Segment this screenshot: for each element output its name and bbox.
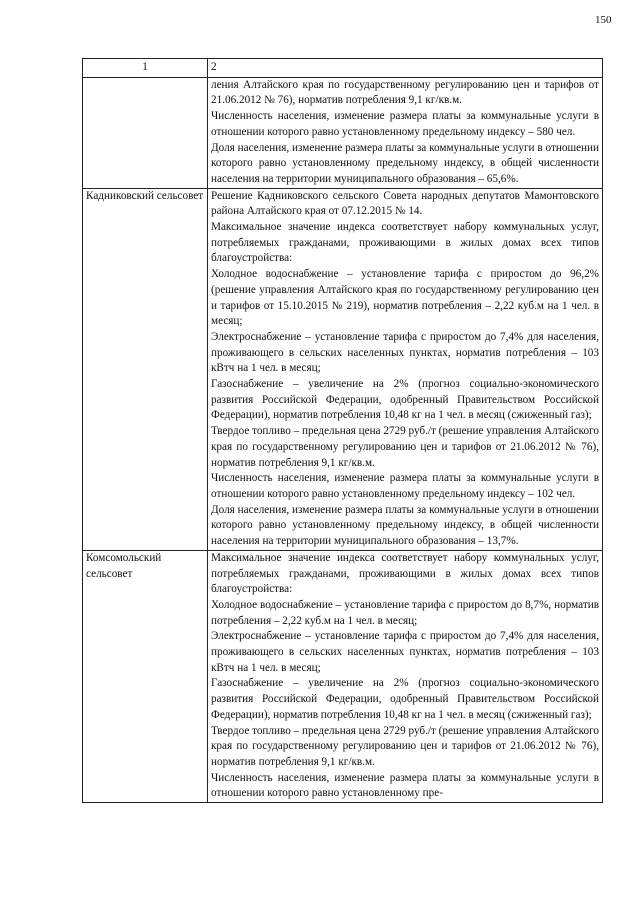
page-number: 150 <box>595 14 612 26</box>
paragraph: Решение Кадниковского сельского Совета народных депутатов Мамонтовского района Алтайского края от 07.12.2015 № 14. <box>211 189 599 218</box>
row-content <box>208 188 603 550</box>
municipality-name <box>83 77 208 188</box>
paragraph: Газоснабжение – увеличение на 2% (прогноз социально-экономического развития Российской Федерации, одобренный Правительством Российской Федерации), норматив потребления 10,48 кг на 1 чел. в месяц (сжиженный газ); <box>211 677 599 721</box>
table-row <box>83 550 603 802</box>
paragraph: Твердое топливо – предельная цена 2729 руб./т (решение управления Алтайского края по государственному регулированию цен и тарифов от 21.06.2012 № 76), норматив потребления 9,1 кг/кв.м. <box>211 724 599 768</box>
municipality-name: Кадниковский сельсовет <box>83 188 208 550</box>
paragraph: Доля населения, изменение размера платы за коммунальные услуги в отношении которого равно установленному предельному индексу, в общей численности населения на территории муниципального образования – 65,6%. <box>211 141 599 185</box>
paragraph: Численность населения, изменение размера платы за коммунальные услуги в отношении которого равно установленному предельному индексу – 580 чел. <box>211 110 599 138</box>
paragraph: Твердое топливо – предельная цена 2729 руб./т (решение управления Алтайского края по государственному регулированию цен и тарифов от 21.06.2012 № 76), норматив потребления 9,1 кг/кв.м. <box>211 425 599 469</box>
table-header-row <box>83 59 603 78</box>
paragraph: Численность населения, изменение размера платы за коммунальные услуги в отношении которого равно установленному предельному индексу – 102 чел. <box>211 472 599 500</box>
paragraph: Электроснабжение – установление тарифа с приростом до 7,4% для населения, проживающего в сельских населенных пунктах, норматив потребления – 103 кВтч на 1 чел. в месяц; <box>211 630 599 674</box>
paragraph: Холодное водоснабжение – установление тарифа с приростом до 8,7%, норматив потребления – 2,22 куб.м на 1 чел. в месяц; <box>211 598 599 627</box>
paragraph: Доля населения, изменение размера платы за коммунальные услуги в отношении которого равно установленному предельному индексу, в общей численности населения на территории муниципального образования – 13,7%. <box>211 503 599 548</box>
table-row <box>83 188 603 550</box>
paragraph: ления Алтайского края по государственному регулированию цен и тарифов от 21.06.2012 № 76), норматив потребления 9,1 кг/кв.м. <box>211 78 599 107</box>
paragraph: Электроснабжение – установление тарифа с приростом до 7,4% для населения, проживающего в сельских населенных пунктах, норматив потребления – 103 кВтч на 1 чел. в месяц; <box>211 330 599 375</box>
row-content <box>208 77 603 188</box>
table-row <box>83 77 603 188</box>
tariff-table <box>82 58 603 803</box>
paragraph: Максимальное значение индекса соответствует набору коммунальных услуг, потребляемых гражданами, проживающими в жилых домах всех типов благоустройства: <box>211 221 599 265</box>
paragraph: Холодное водоснабжение – установление тарифа с приростом до 96,2% (решение управления Алтайского края по государственному регулированию цен и тарифов от 15.10.2015 № 219), норматив потребления – 2,22 куб.м на 1 чел. в месяц; <box>211 268 599 328</box>
paragraph: Максимальное значение индекса соответствует набору коммунальных услуг, потребляемых гражданами, проживающими в жилых домах всех типов благоустройства: <box>211 551 599 596</box>
paragraph: Численность населения, изменение размера платы за коммунальные услуги в отношении которого равно установленному пре- <box>211 771 599 800</box>
paragraph: Газоснабжение – увеличение на 2% (прогноз социально-экономического развития Российской Федерации, одобренный Правительством Российской Федерации), норматив потребления 10,48 кг на 1 чел. в месяц (сжиженный газ); <box>211 378 599 422</box>
header-col-1: 1 <box>83 59 208 78</box>
row-content <box>208 550 603 802</box>
municipality-name: Комсомольский сельсовет <box>83 550 208 802</box>
header-col-2: 2 <box>208 59 603 78</box>
